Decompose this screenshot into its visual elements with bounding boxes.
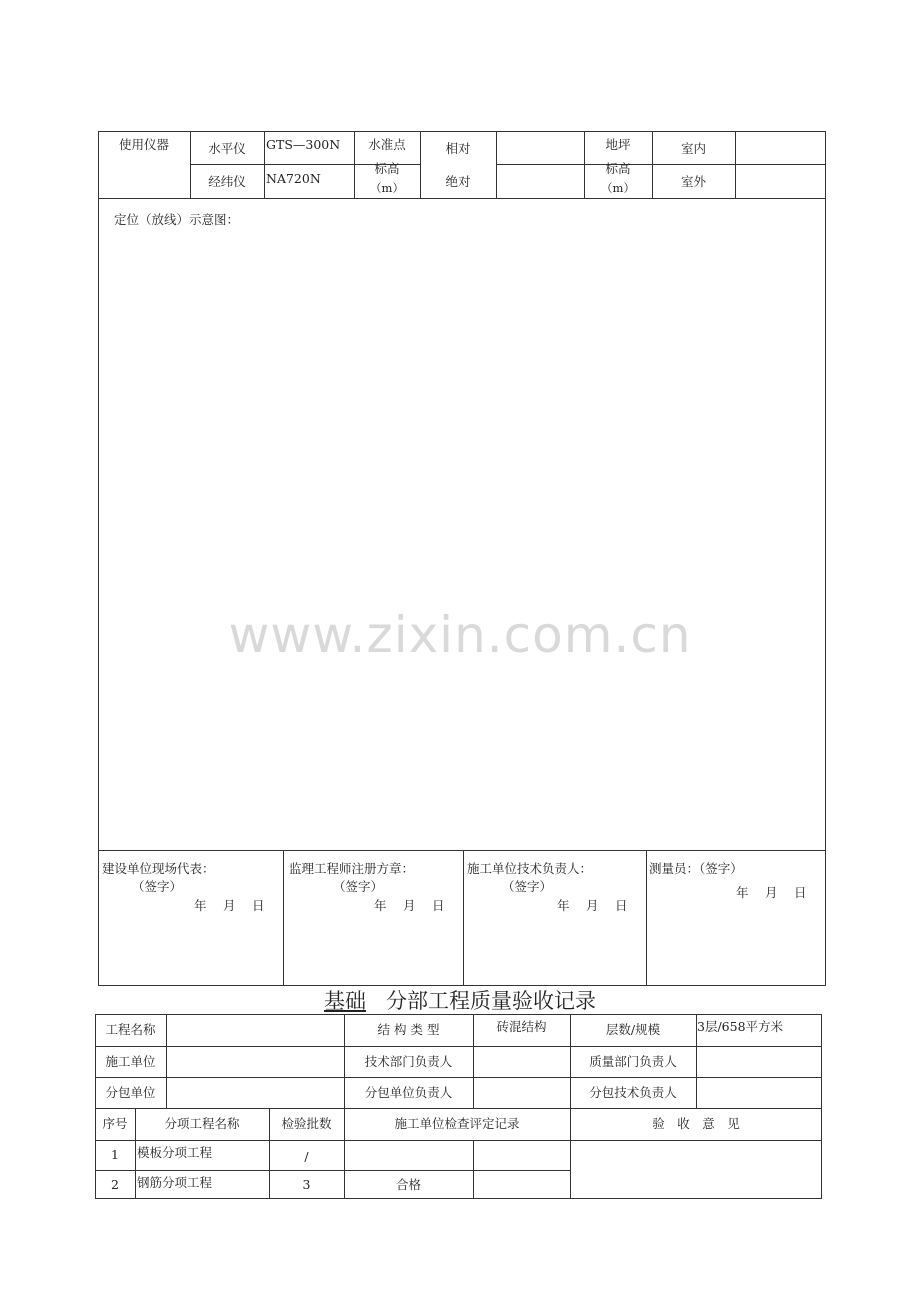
contractor-tech-date: 年 月 日 [557, 898, 628, 913]
row-batches: / [304, 1149, 309, 1164]
watermark: www.zixin.com.cn [228, 606, 692, 664]
construction-unit-label: 施工单位 [105, 1054, 156, 1069]
outdoor-label: 室外 [680, 174, 706, 189]
header-item-name: 分项工程名称 [164, 1116, 240, 1131]
row-no: 1 [111, 1147, 119, 1162]
header-batches: 检验批数 [281, 1116, 332, 1131]
owner-rep-sign: （签字） [132, 879, 183, 894]
diagram-label: 定位（放线）示意图： [114, 212, 240, 227]
benchmark-label: 水准点 [368, 137, 406, 152]
instrument-label: 使用仪器 [118, 137, 169, 152]
row-no: 2 [111, 1177, 119, 1192]
absolute-label: 绝对 [445, 174, 471, 189]
header-check-record: 施工单位检查评定记录 [394, 1116, 520, 1131]
level-label: 水平仪 [208, 141, 246, 156]
subcontract-tech-label: 分包技术负责人 [589, 1085, 677, 1100]
benchmark-elev-label: 标高 [374, 161, 400, 176]
subcontract-head-label: 分包单位负责人 [364, 1085, 453, 1100]
theodolite-model: NA720N [266, 171, 321, 186]
supervisor-sign: （签字） [333, 879, 384, 894]
record-title-text: 分部工程质量验收记录 [386, 989, 597, 1013]
floor-elev-label: 标高 [605, 161, 631, 176]
quality-dept-label: 质量部门负责人 [589, 1054, 677, 1069]
surveyor-label: 测量员：（签字） [649, 861, 743, 876]
floors-label: 层数/规模 [605, 1022, 661, 1037]
record-title [0, 986, 920, 1016]
row-item-name: 钢筋分项工程 [137, 1175, 213, 1190]
relative-label: 相对 [445, 141, 471, 156]
indoor-label: 室内 [680, 141, 706, 156]
subcontract-unit-label: 分包单位 [105, 1085, 156, 1100]
contractor-tech-label: 施工单位技术负责人： [467, 861, 593, 876]
record-title-prefix: 基础 [323, 989, 366, 1013]
header-acceptance: 验 收 意 见 [652, 1116, 740, 1131]
supervisor-date: 年 月 日 [374, 898, 445, 913]
theodolite-label: 经纬仪 [208, 174, 246, 189]
row-batches: 3 [302, 1177, 311, 1192]
supervisor-label: 监理工程师注册方章： [289, 861, 415, 876]
owner-rep-date: 年 月 日 [194, 898, 265, 913]
floor-unit: （m） [601, 181, 635, 195]
floor-label: 地坪 [605, 137, 631, 152]
row-check-record: 合格 [395, 1177, 421, 1192]
benchmark-unit: （m） [370, 181, 404, 195]
contractor-tech-sign: （签字） [502, 879, 553, 894]
structure-type-label: 结 构 类 型 [377, 1022, 440, 1037]
row-item-name: 模板分项工程 [137, 1145, 213, 1160]
header-no: 序号 [102, 1116, 128, 1131]
floors-value: 3层/658平方米 [697, 1019, 784, 1034]
tech-dept-label: 技术部门负责人 [364, 1054, 453, 1069]
structure-type-value: 砖混结构 [496, 1019, 547, 1034]
surveyor-date: 年 月 日 [736, 885, 807, 900]
level-model: GTS—300N [266, 137, 341, 152]
project-name-label: 工程名称 [105, 1022, 156, 1037]
owner-rep-label: 建设单位现场代表： [102, 861, 215, 876]
